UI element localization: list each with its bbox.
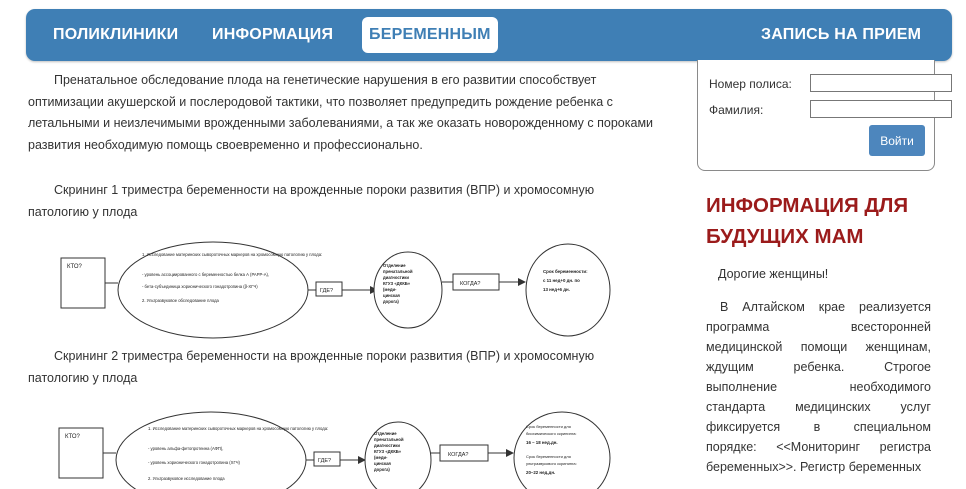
- sidebar-line: медицинской помощи женщинам,: [706, 340, 931, 354]
- svg-text:Срок беременности для: Срок беременности для: [526, 454, 571, 459]
- svg-text:(меди-: (меди-: [383, 287, 397, 292]
- sidebar-line: беременных>>. Регистр беременных: [706, 460, 922, 474]
- when-label: КОГДА?: [448, 452, 469, 458]
- sidebar-line: стандарта медицинских услуг: [706, 400, 931, 414]
- login-box: [697, 60, 935, 171]
- sidebar-line: фиксируется в специальном: [706, 420, 931, 434]
- screening1-diagram: [60, 240, 620, 340]
- surname-label: Фамилия:: [709, 103, 764, 117]
- login-button[interactable]: Войти: [869, 125, 925, 156]
- what-item: - бета-субъединица хорионического гонадотропина (β-ХГЧ): [142, 284, 258, 289]
- svg-text:диагностики: диагностики: [374, 443, 400, 448]
- screening2-diagram: [58, 408, 618, 489]
- sidebar-line: порядке: <<Мониторинг регистра: [706, 440, 931, 454]
- who-label: КТО?: [65, 434, 80, 440]
- svg-text:дорога): дорога): [383, 299, 399, 304]
- who-label: КТО?: [67, 264, 82, 270]
- svg-text:КГУЗ «ДККБ»: КГУЗ «ДККБ»: [374, 449, 402, 454]
- sidebar-line: ждущим ребенка. Строгое: [706, 360, 931, 374]
- sidebar-line: программа всесторонней: [706, 320, 931, 334]
- svg-text:Отделение: Отделение: [383, 263, 406, 268]
- svg-text:Срок беременности для: Срок беременности для: [526, 424, 571, 429]
- surname-input[interactable]: [810, 100, 952, 118]
- what-item: 2. Ультразвуковое обследование плода: [142, 298, 219, 303]
- svg-text:16 – 18 нед.дн.: 16 – 18 нед.дн.: [526, 440, 558, 445]
- what-item: - уровень ассоциированного с беременностью белка А (PAPP-A),: [142, 272, 270, 277]
- svg-text:20–22 нед.дн.: 20–22 нед.дн.: [526, 470, 556, 475]
- svg-text:с 11 нед+0 дн. по: с 11 нед+0 дн. по: [543, 278, 580, 283]
- svg-text:КГУЗ «ДККБ»: КГУЗ «ДККБ»: [383, 281, 411, 286]
- nav-pregnant[interactable]: БЕРЕМЕННЫМ: [362, 17, 498, 53]
- screening1-title: Скрининг 1 триместра беременности на врожденные пороки развития (ВПР) и хромосомную патологию у плода: [28, 183, 595, 219]
- what-item: 1. Исследование материнских сывороточных маркеров на хромосомную патологию у плода:: [142, 252, 323, 257]
- what-item: - уровень хорионического гонадотропина (ХГЧ): [148, 460, 240, 465]
- screening2-title: Скрининг 2 триместра беременности на врожденные пороки развития (ВПР) и хромосомную патологию у плода: [28, 349, 595, 385]
- when-label: КОГДА?: [460, 281, 481, 287]
- where-label: ГДЕ?: [320, 288, 334, 294]
- nav-appointment[interactable]: ЗАПИСЬ НА ПРИЕМ: [761, 26, 922, 43]
- where-label: ГДЕ?: [318, 458, 332, 464]
- svg-text:Срок беременности:: Срок беременности:: [543, 269, 588, 274]
- sidebar-title: ИНФОРМАЦИЯ ДЛЯ БУДУЩИХ МАМ: [706, 194, 909, 248]
- what-item: 2. Ультразвуковое исследование плода: [148, 476, 225, 481]
- what-item: 1. Исследование материнских сывороточных маркеров на хромосомную патологию у плода:: [148, 426, 329, 431]
- svg-text:13 нед+6 дн.: 13 нед+6 дн.: [543, 287, 570, 292]
- sidebar-line: выполнение необходимого: [706, 380, 931, 394]
- svg-text:диагностики: диагностики: [383, 275, 409, 280]
- sidebar-greeting: Дорогие женщины!: [718, 267, 829, 281]
- svg-text:биохимического скрининга:: биохимического скрининга:: [526, 431, 577, 436]
- sidebar-line: В Алтайском крае реализуется: [720, 300, 931, 314]
- policy-input[interactable]: [810, 74, 952, 92]
- intro-paragraph: Пренатальное обследование плода на генетические нарушения в его развитии способствует оптимизации акушерской и послеродовой тактики, что позволяет предупредить рождение ребенка с летальными и неизлечимыми врожденными заболеваниями, а так же оказать новорожденному с пороками развития необходимую помощь своевременно и профессионально.: [28, 73, 654, 152]
- main-content: [28, 70, 658, 223]
- svg-text:цинская: цинская: [374, 461, 391, 466]
- svg-text:ультразвукового скрининга:: ультразвукового скрининга:: [526, 461, 577, 466]
- what-item: - уровень альфа-фетопротеина (АФП),: [148, 446, 224, 451]
- top-navbar: [26, 9, 952, 61]
- svg-text:пренатальной: пренатальной: [374, 437, 404, 442]
- policy-label: Номер полиса:: [709, 77, 792, 91]
- nav-polyclinics[interactable]: ПОЛИКЛИНИКИ: [53, 26, 179, 43]
- svg-text:цинская: цинская: [383, 293, 400, 298]
- svg-text:Отделение: Отделение: [374, 431, 397, 436]
- nav-information[interactable]: ИНФОРМАЦИЯ: [212, 26, 334, 43]
- screening2-block: [28, 346, 658, 389]
- svg-text:пренатальной: пренатальной: [383, 269, 413, 274]
- svg-text:(меди-: (меди-: [374, 455, 388, 460]
- svg-text:дорога): дорога): [374, 467, 390, 472]
